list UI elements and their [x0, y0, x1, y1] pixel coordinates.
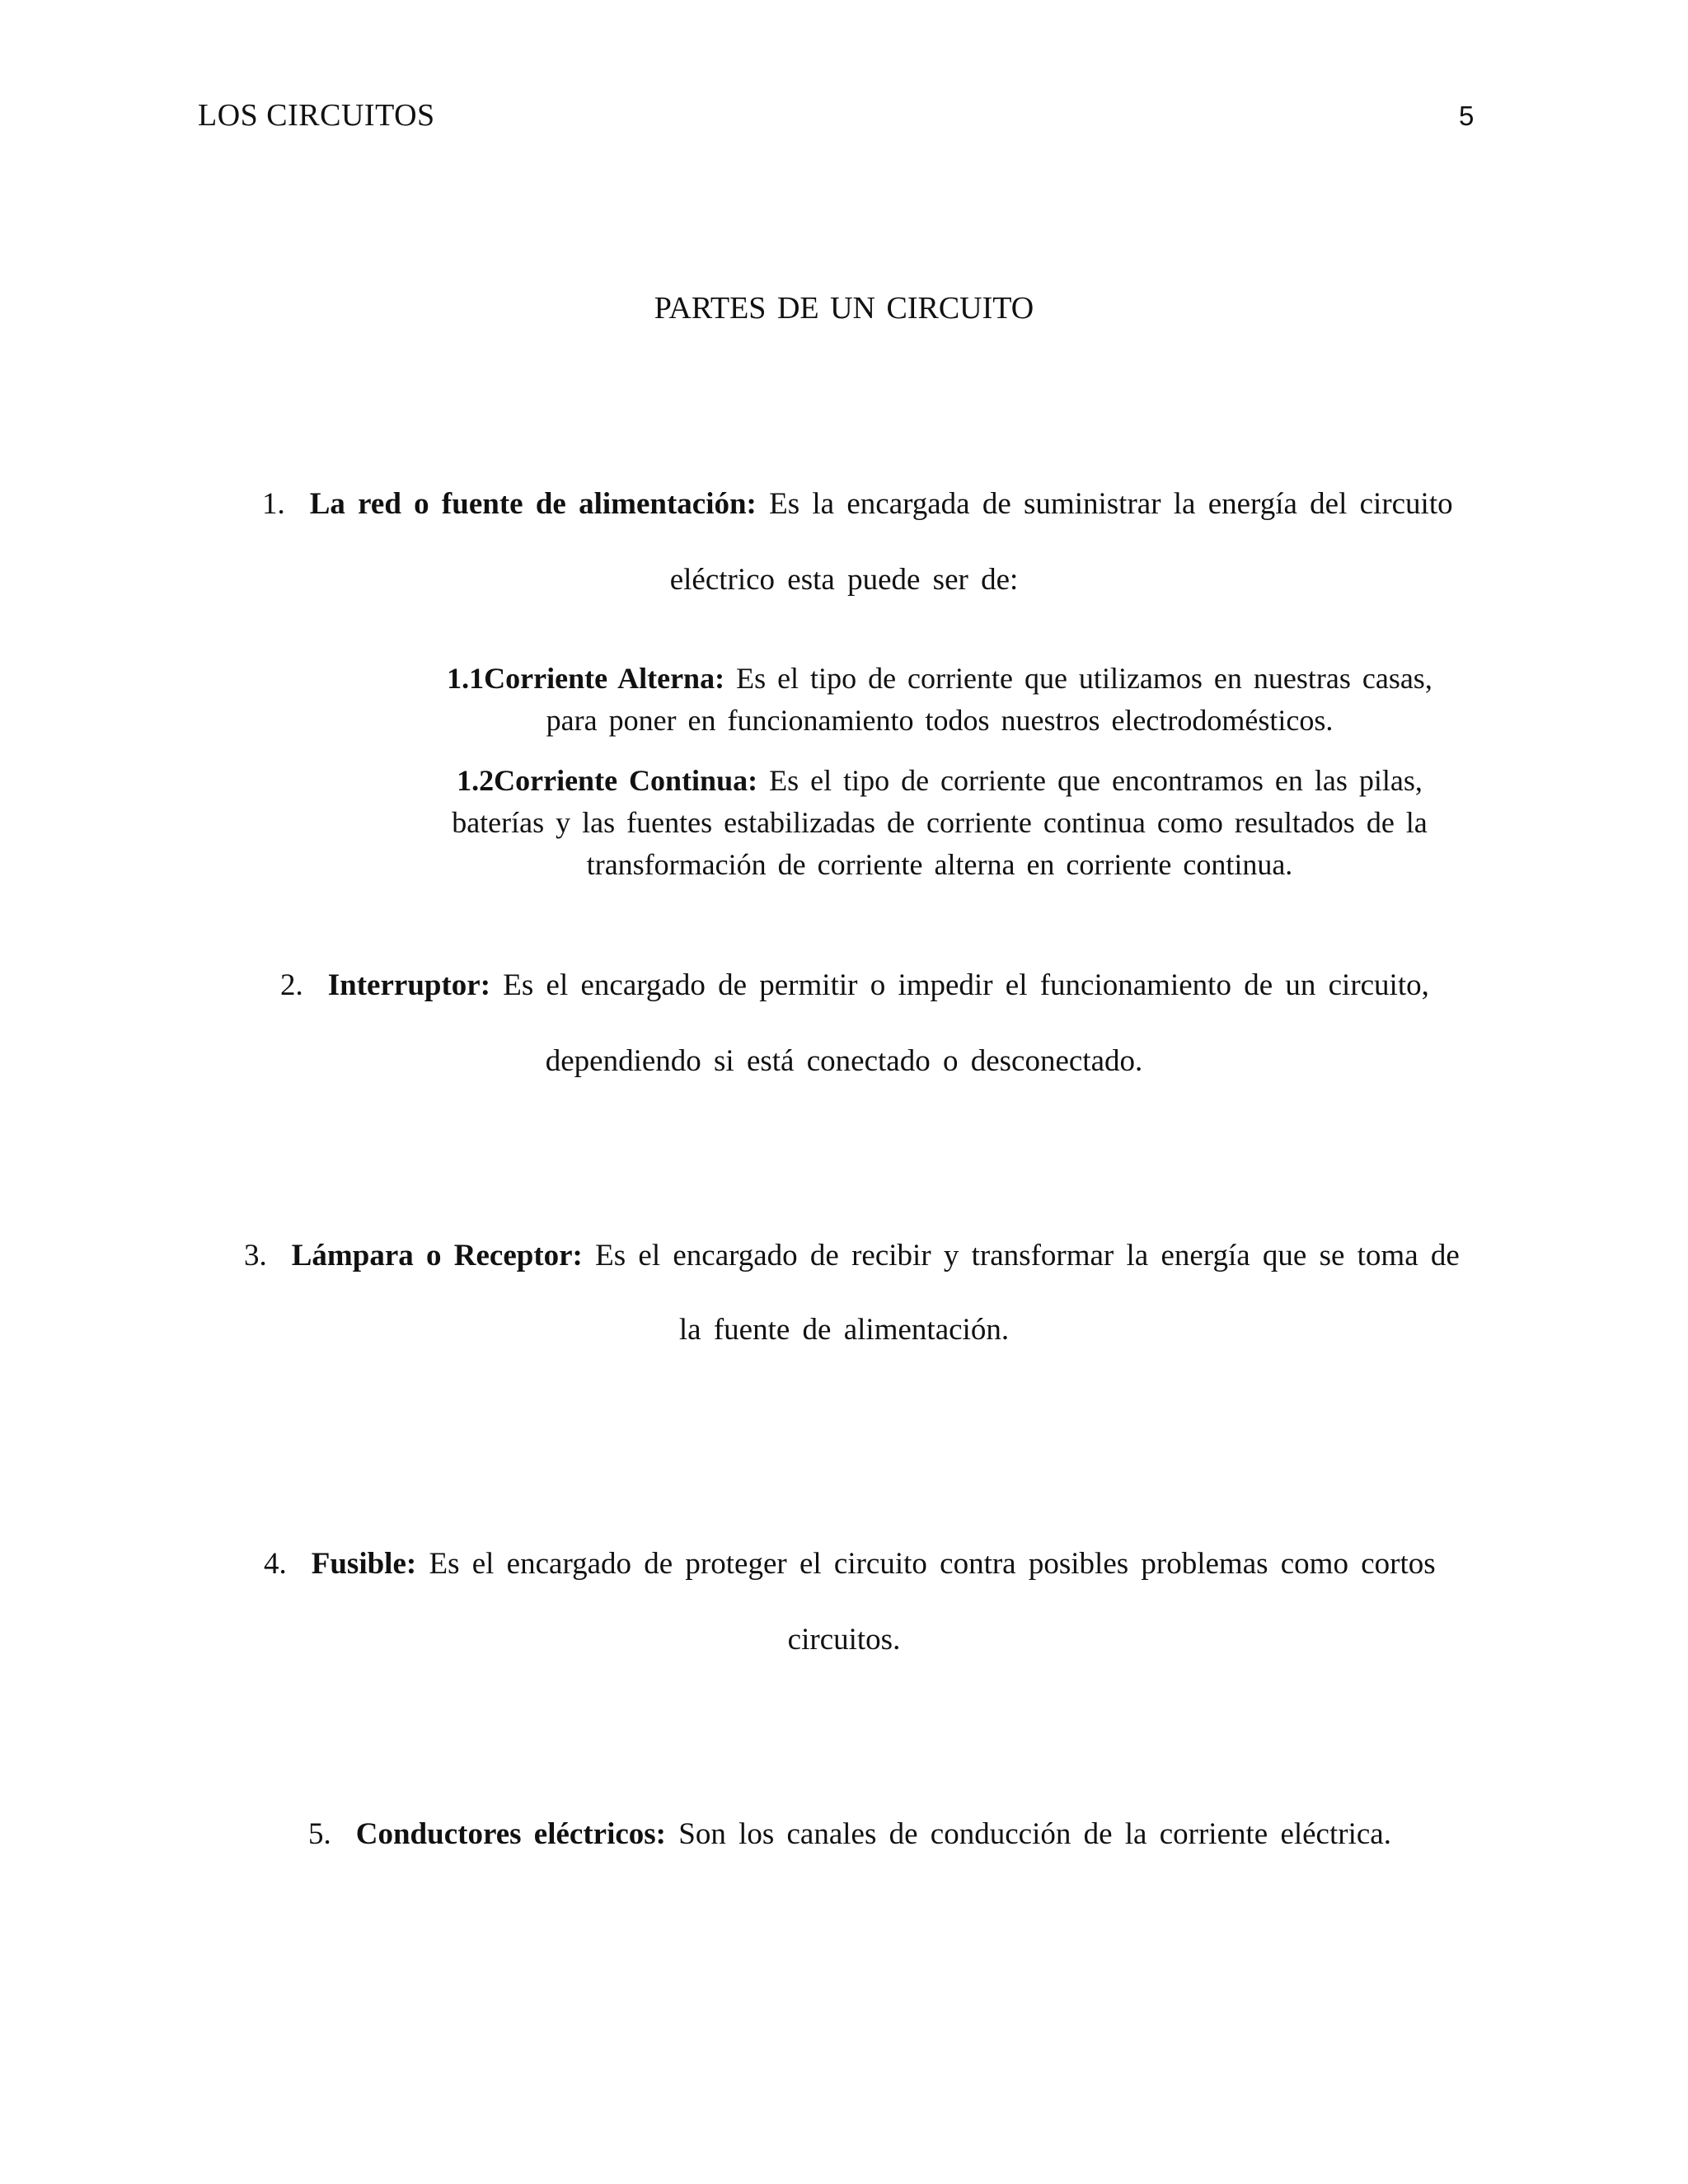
list-item-text: Es el encargado de permitir o impedir el funcionamiento de un circuito,: [503, 968, 1429, 1002]
list-item-1-continuation: eléctrico esta puede ser de:: [669, 563, 1019, 597]
list-item-5: [308, 1816, 1391, 1852]
running-head: LOS CIRCUITOS: [198, 98, 435, 133]
sub-item-text-line2: baterías y las fuentes estabilizadas de corriente continua como resultados de la: [452, 806, 1428, 839]
list-item-2-continuation: dependiendo si está conectado o desconectado.: [545, 1044, 1143, 1078]
list-item-term: Conductores eléctricos:: [355, 1817, 666, 1851]
list-number: 5.: [308, 1817, 331, 1851]
list-item-term: Interruptor:: [327, 968, 491, 1002]
list-number: 4.: [264, 1547, 287, 1581]
sub-item-term: 1.1Corriente Alterna:: [447, 662, 725, 695]
list-number: 3.: [244, 1239, 267, 1272]
page-number: 5: [1459, 101, 1475, 131]
sub-item-text-line3: transformación de corriente alterna en corriente continua.: [586, 848, 1293, 881]
sub-item-text-line2: para poner en funcionamiento todos nuestros electrodomésticos.: [546, 704, 1334, 737]
list-item-text: Es el encargado de proteger el circuito contra posibles problemas como cortos: [429, 1547, 1436, 1581]
sub-item-term: 1.2Corriente Continua:: [457, 764, 758, 797]
list-item-3-continuation: la fuente de alimentación.: [678, 1313, 1010, 1347]
list-item-term: La red o fuente de alimentación:: [309, 487, 757, 521]
list-item-term: Lámpara o Receptor:: [291, 1239, 583, 1272]
sub-item-1-2: [396, 760, 1484, 886]
sub-item-text: Es el tipo de corriente que utilizamos en nuestras casas,: [736, 662, 1432, 695]
list-item-text: Es el encargado de recibir y transformar la energía que se toma de: [595, 1239, 1460, 1272]
list-item-4-continuation: circuitos.: [787, 1623, 901, 1657]
sub-item-text: Es el tipo de corriente que encontramos en las pilas,: [769, 764, 1423, 797]
list-item-4: [264, 1546, 1436, 1582]
sub-item-1-1: [396, 658, 1484, 742]
list-number: 2.: [280, 968, 303, 1002]
list-item-text: Son los canales de conducción de la corriente eléctrica.: [678, 1817, 1391, 1851]
list-item-1: [262, 486, 1453, 522]
list-item-3: [244, 1238, 1460, 1273]
list-number: 1.: [262, 487, 285, 521]
page-title: PARTES DE UN CIRCUITO: [654, 291, 1034, 326]
list-item-2: [280, 968, 1429, 1003]
list-item-term: Fusible:: [311, 1547, 417, 1581]
list-item-text: Es la encargada de suministrar la energía del circuito: [769, 487, 1453, 521]
